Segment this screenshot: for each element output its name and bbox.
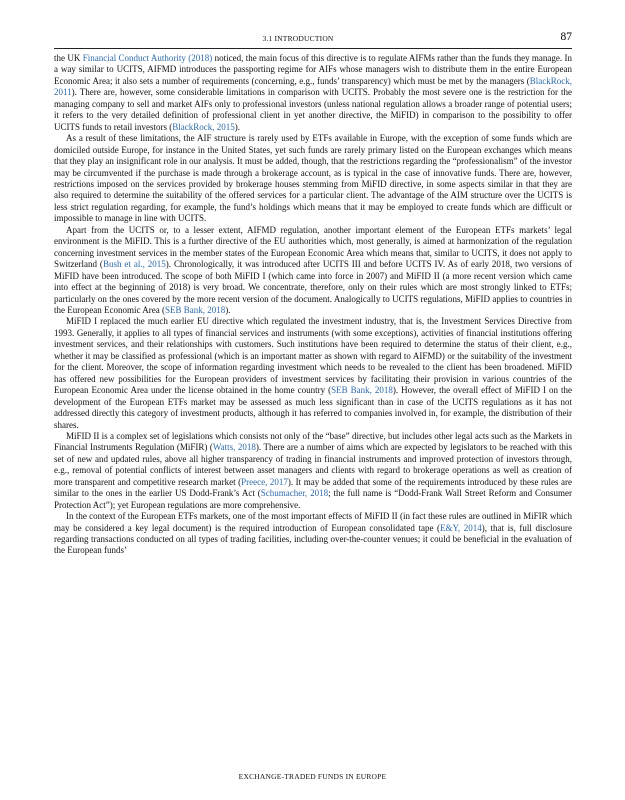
paragraph-text: MiFID I replaced the much earlier EU directive which regulated the investment industry, that is, the Investment Services Directive from 1993. Generally, it applies to all types of financial services and instruments (with some exceptions), activities of financial institutions offering investment services, and their relationships with customers. Such institutions have been required to determine the status of their client, e.g., whether it may be classified as professional (which is an important matter as shown with regard to AIFMD) or the suitability of the investment for the client. Moreover, the scope of information regarding investment which needs to be revealed to the client has been broadened. MiFID has offered new possibilities for the European providers of investment services by facilitating their provision in various countries of the European Economic Area under the license obtained in the home country ( [54,316,572,396]
page-header [54,32,572,46]
paragraph-text: Apart from the UCITS or, to a lesser extent, AIFMD regulation, another important element of the European ETFs markets’ legal environment is the MiFID. This is a further directive of the EU authorities which, most generally, is aimed at harmonization of the regulation concerning investment services in the member states of the European Economic Area which means that, similar to UCITS, it does not apply to Switzerland ( [54,224,572,270]
paragraph [54,511,572,557]
citation-link[interactable]: E&Y, 2014 [440,522,482,533]
paragraph [54,133,572,225]
paragraph-text: ). However, the overall effect of MiFID I on the development of the European ETFs market may be assessed as much less significant than in case of the UCITS regulations as it has not addressed directly this category of investment products, although it has referred to companies involved in, for example, the distribution of their shares. [54,385,572,430]
header-rule [54,48,572,49]
paragraph-text: ). Chronologically, it was introduced after UCITS III and before UCITS IV. As of early 2018, two versions of MiFID have been introduced. The scope of both MiFID I (which came into force in 2007) and MiFID II (a more recent version which came into effect at the beginning of 2018) is very broad. We concentrate, therefore, only on their rules which are most strongly linked to ETFs; particularly on the ones covered by the more recent version of the document. Analogically to UCITS regulations, MiFID applies to countries in the European Economic Area ( [54,259,572,315]
paragraph-text: ). There are, however, some considerable limitations in comparison with UCITS. Probably the most severe one is the restriction for the managing company to sell and market AIFs only to professional investors (unless national regulation allows a broader range of potential users; it refers to the very detailed definition of professional client in yet another directive, the MiFID) in comparison to the possibility to offer UCITS funds to retail investors ( [54,87,572,132]
citation-link[interactable]: Schumacher, 2018 [260,488,329,499]
paragraph [54,316,572,431]
paragraph-text: In the context of the European ETFs markets, one of the most important effects of MiFID II (in fact these rules are outlined in MiFIR which may be considered a key legal document) is the required introduction of European consolidated tape ( [54,511,572,533]
paragraph-text: noticed, the main focus of this directive is to regulate AIFMs rather than the funds they manage. In a way similar to UCITS, AIFMD introduces the passporting regime for AIFs whose managers wish to distribute them in the entire European Economic Area; it also sets a number of requirements (concerning, e.g., funds’ transparency) which must be met by the managers ( [54,53,572,86]
citation-link[interactable]: Bush et al., 2015 [102,259,166,270]
paragraph [54,53,572,133]
paragraph-text: ). It may be added that some of the requirements introduced by these rules are similar to the ones in the earlier US Dodd-Frank’s Act ( [54,476,572,499]
paragraph-text: As a result of these limitations, the AIF structure is rarely used by ETFs available in Europe, with the exception of some funds which are domiciled outside Europe, for instance in the United States, yet such funds are rarely primary listed on the European exchanges which means that they play an insignificant role in our analysis. It must be added, though, that the restrictions regarding the “professionalism” of the investor may be circumvented if the purchase is made through a brokerage account, as is typical in the case of innovative funds. There are, however, restrictions imposed on the services provided by brokerage houses stemming from MiFID directive, in some aspects similar in that they are also required to determine the suitability of the offered services for a particular client. The advantage of the AIM structure over the UCITS is less strict regulation regarding, for example, the fund’s holdings which means that it may be employed to create funds which are difficult or impossible to manage in line with UCITS. [54,133,572,224]
paragraph-text: ). There are a number of aims which are expected by legislators to be reached with this set of new and updated rules, above all higher transparency of trading in financial instruments and improved protection of investors through, e.g., removal of potential conflicts of interest between asset managers and clients with regard to brokerage operations as well as creation of more transparent and competitive research market ( [54,442,572,487]
paragraph [54,431,572,511]
paragraph-text: ), that is, full disclosure regarding transactions conducted on all types of trading facilities, including over-the-counter venues; it could be beneficial in the evaluation of the European funds’ [54,522,572,556]
citation-link[interactable]: BlackRock, 2011 [54,75,572,98]
citation-link[interactable]: Financial Conduct Authority (2018) [82,53,213,63]
body-text [54,53,572,765]
citation-link[interactable]: BlackRock, 2015 [172,121,235,132]
running-title: 3.1 INTRODUCTION [262,34,334,43]
paragraph-text: ; the full name is “Dodd-Frank Wall Street Reform and Consumer Protection Act”); yet European regulations are more comprehensive. [54,488,572,510]
citation-link[interactable]: SEB Bank, 2018 [164,304,226,315]
page-number: 87 [560,31,572,43]
paragraph-text: MiFID II is a complex set of legislations which consists not only of the “base” directive, but includes other legal acts such as the Markets in Financial Instruments Regulation (MiFIR) ( [54,430,572,453]
paragraph-text: ). [225,304,231,315]
paragraph-text: the UK [54,53,83,63]
citation-link[interactable]: SEB Bank, 2018 [331,385,393,396]
citation-link[interactable]: Watts, 2018 [212,442,256,453]
page-footer: EXCHANGE-TRADED FUNDS IN EUROPE [238,772,387,781]
citation-link[interactable]: Preece, 2017 [241,476,288,487]
paragraph [54,225,572,317]
paragraph-text: ). [234,121,240,132]
